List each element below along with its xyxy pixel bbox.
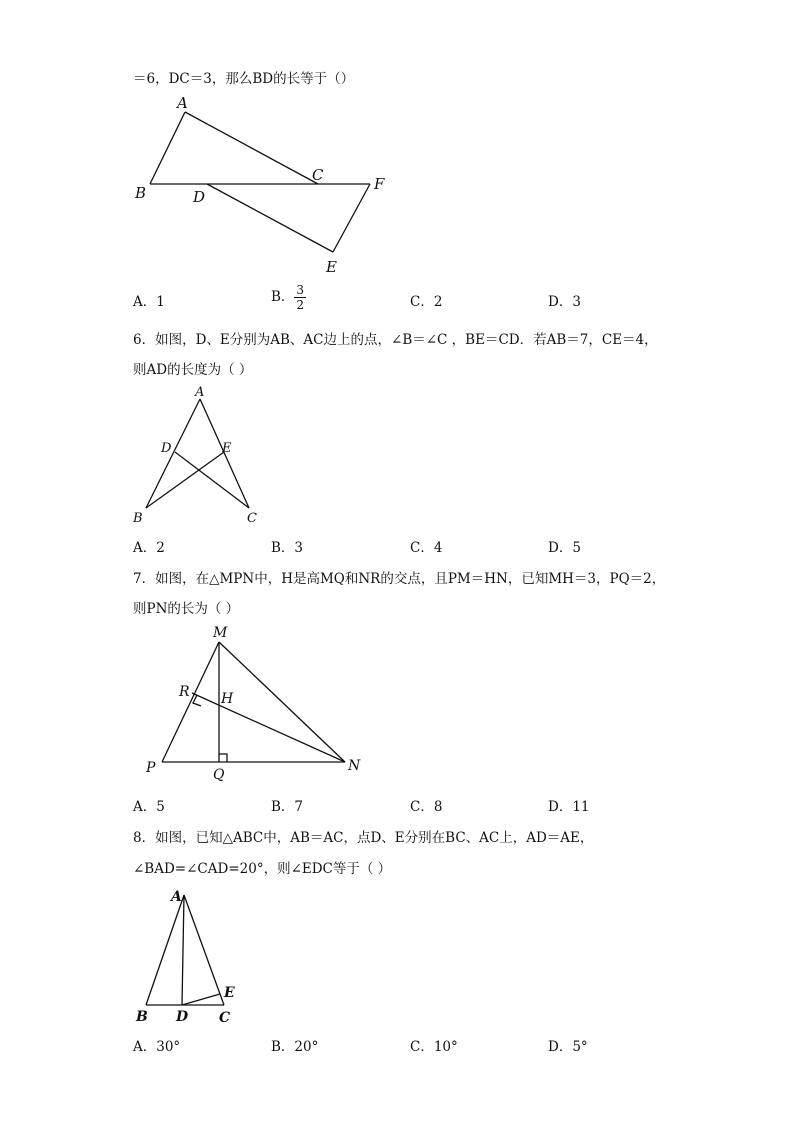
q7-stem-line1: 7．如图，在△MPN中，H是高MQ和NR的交点，且PM＝HN，已知MH＝3，PQ＝2， <box>133 571 666 587</box>
q6-option-c[interactable]: C．4 <box>410 540 443 556</box>
q6-label-C: C <box>247 511 257 526</box>
q5-stem-tail: ＝6，DC＝3，那么BD的长等于（） <box>133 71 355 87</box>
q8-option-d[interactable]: D．5° <box>548 1039 588 1055</box>
q5-label-F: F <box>374 175 385 193</box>
q8-segment-AB <box>146 895 184 1005</box>
q8-option-b[interactable]: B．20° <box>271 1039 319 1055</box>
q5-option-a[interactable]: A．1 <box>133 294 165 310</box>
q8-stem-line2: ∠BAD=∠CAD=20°，则∠EDC等于（ ） <box>133 861 392 877</box>
q7-label-R: R <box>179 684 190 700</box>
q7-label-H: H <box>221 691 234 707</box>
q6-label-A: A <box>195 385 205 400</box>
q8-label-B: B <box>136 1009 148 1025</box>
q8-segment-DE <box>182 994 220 1005</box>
q7-stem-line2: 则PN的长为（ ） <box>133 601 240 617</box>
q8-label-D: D <box>176 1009 189 1025</box>
q7-label-N: N <box>348 758 361 774</box>
q5-option-b-prefix: B． <box>271 289 295 305</box>
q8-option-c[interactable]: C．10° <box>410 1039 458 1055</box>
q5-label-C: C <box>312 166 324 184</box>
q5-label-A: A <box>177 94 188 112</box>
q6-label-B: B <box>133 511 143 526</box>
q6-option-d[interactable]: D．5 <box>548 540 581 556</box>
q7-option-c[interactable]: C．8 <box>410 799 443 815</box>
q5-option-b-numerator: 3 <box>296 283 305 297</box>
q7-label-Q: Q <box>213 767 225 783</box>
q8-option-a[interactable]: A．30° <box>133 1039 181 1055</box>
q5-label-B: B <box>135 184 147 202</box>
q8-segment-AD <box>182 895 184 1005</box>
q6-stem-line1: 6．如图，D、E分别为AB、AC边上的点，∠B＝∠C ，BE＝CD．若AB＝7，CE＝4， <box>133 332 658 348</box>
q8-stem-line1: 8．如图，已知△ABC中，AB＝AC，点D、E分别在BC、AC上，AD＝AE， <box>133 830 594 846</box>
q5-option-b-denominator: 2 <box>296 298 305 312</box>
q5-option-d[interactable]: D．3 <box>548 294 581 310</box>
q7-option-a[interactable]: A．5 <box>133 799 165 815</box>
q7-label-M: M <box>213 625 228 641</box>
q5-label-D: D <box>193 188 206 206</box>
q8-label-A: A <box>171 889 182 905</box>
q8-label-C: C <box>219 1010 231 1026</box>
q8-label-E: E <box>224 985 235 1001</box>
q8-segment-AC <box>184 895 224 1005</box>
q7-option-b[interactable]: B．7 <box>271 799 304 815</box>
q6-label-E: E <box>222 441 232 456</box>
q5-label-E: E <box>326 258 337 276</box>
q7-label-P: P <box>146 760 156 776</box>
q7-option-d[interactable]: D．11 <box>548 799 590 815</box>
q5-option-c[interactable]: C．2 <box>410 294 443 310</box>
q6-option-b[interactable]: B．3 <box>271 540 304 556</box>
q6-label-D: D <box>161 441 172 456</box>
q6-option-a[interactable]: A．2 <box>133 540 165 556</box>
q6-stem-line2: 则AD的长度为（ ） <box>133 362 253 378</box>
